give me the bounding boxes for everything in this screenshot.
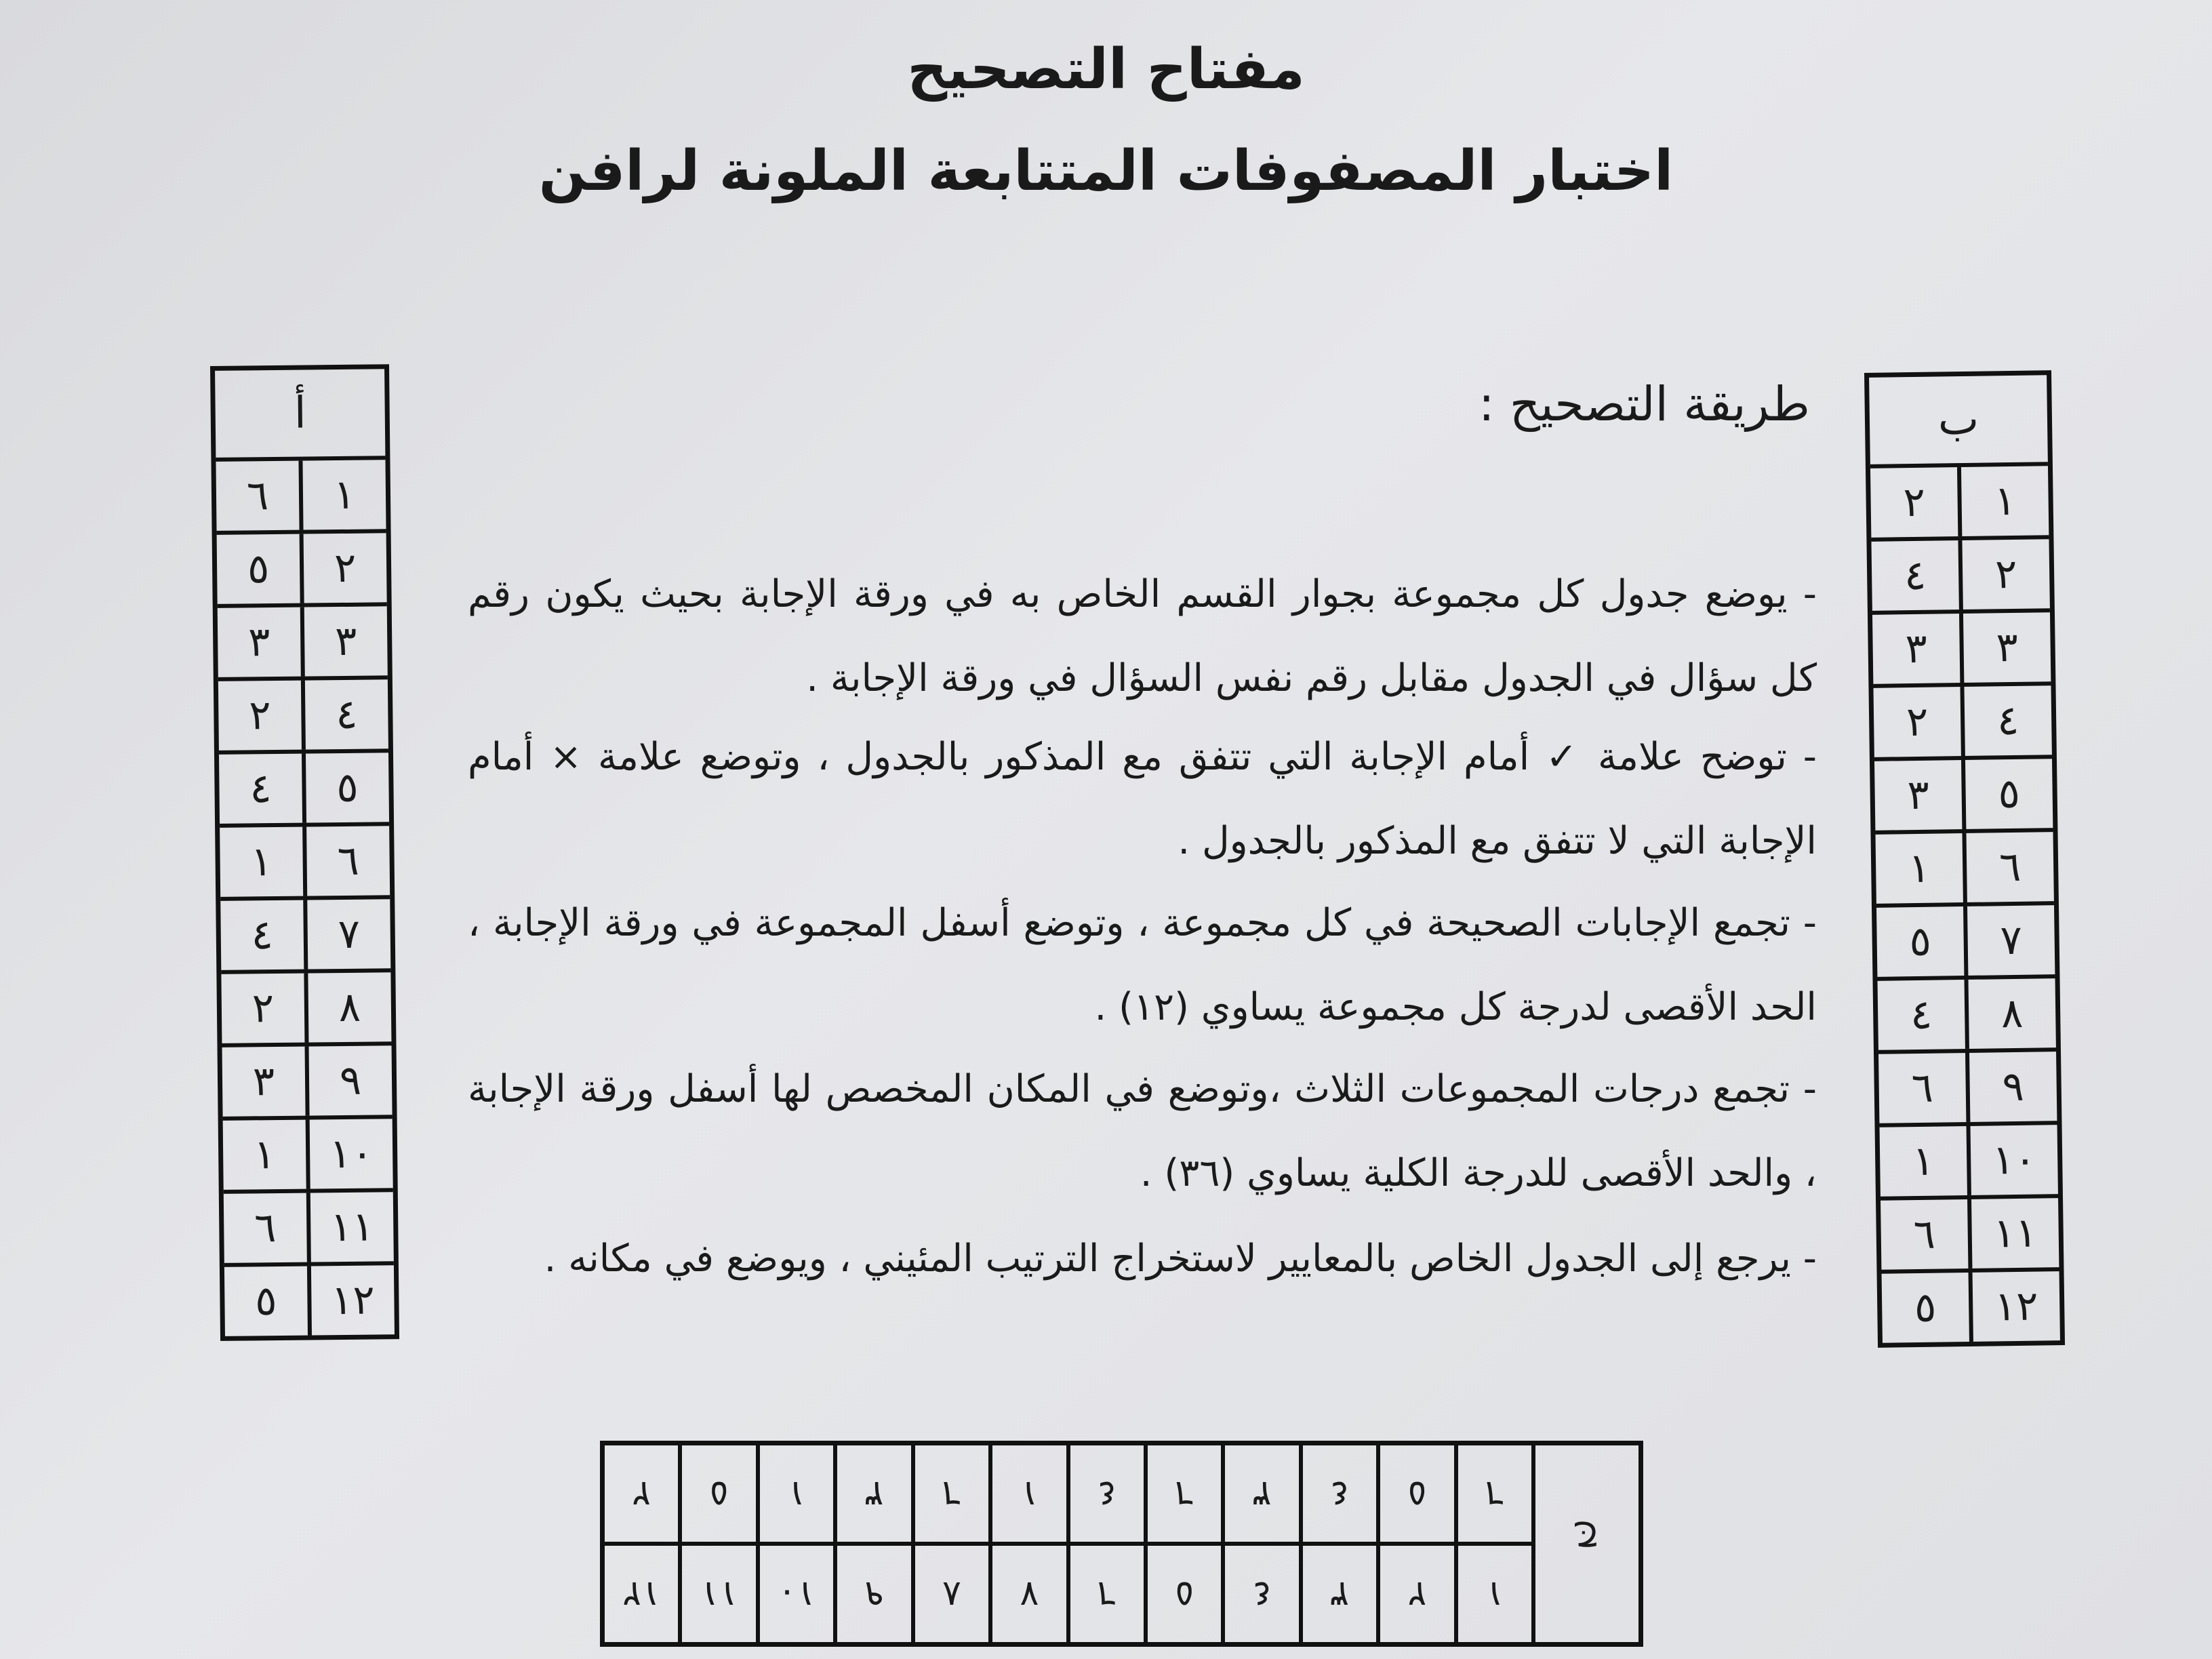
table-column — [988, 1445, 1066, 1642]
answer-cell: ٥ — [1882, 1273, 1973, 1343]
table-row — [1872, 612, 2051, 688]
table-row — [222, 1045, 393, 1121]
table-header: أ — [215, 369, 385, 462]
page-title: مفتاح التصحيح — [907, 37, 1305, 102]
table-row — [224, 1265, 395, 1336]
question-number: ٥ — [1998, 769, 2021, 818]
table-row — [1880, 1125, 2058, 1201]
answer-cell: ٦ — [1878, 1053, 1970, 1123]
question-number: ٦ — [1998, 843, 2022, 892]
question-number: ٦ — [1070, 1542, 1144, 1642]
table-row — [218, 679, 388, 755]
instruction-item: - يرجع إلى الجدول الخاص بالمعايير لاستخراج الترتيب المئيني ، ويوضع في مكانه . — [468, 1217, 1817, 1301]
answer-cell: ٦ — [1485, 1473, 1504, 1514]
question-number: ٣ — [334, 617, 357, 666]
instruction-item: - تجمع درجات المجموعات الثلاث ،وتوضع في المكان المخصص لها أسفل ورقة الإجابة ، والحد الأقصى للدرجة الكلية يساوي (٣٦) . — [468, 1047, 1817, 1216]
question-number: ٢ — [1994, 550, 2017, 599]
answer-cell: ٦ — [224, 1193, 311, 1263]
question-number: ١١ — [1993, 1209, 2038, 1258]
answer-cell: ٦ — [1175, 1473, 1194, 1514]
question-number: ١ — [1458, 1542, 1531, 1642]
question-number: ١٢ — [605, 1542, 678, 1642]
answer-cell: ١ — [223, 1120, 310, 1190]
table-column — [1221, 1445, 1298, 1642]
instruction-item: - تجمع الإجابات الصحيحة في كل مجموعة ، وتوضع أسفل المجموعة في ورقة الإجابة ، الحد الأقصى لدرجة كل مجموعة يساوي (١٢) . — [468, 881, 1817, 1050]
answer-cell: ٢ — [1873, 687, 1965, 757]
table-row — [223, 1119, 393, 1194]
answer-cell: ٥ — [1876, 906, 1968, 977]
table-column — [833, 1445, 910, 1642]
table-column — [911, 1445, 988, 1642]
table-column — [605, 1445, 678, 1642]
answer-cell: ٢ — [218, 681, 306, 751]
answer-cell: ٥ — [1407, 1473, 1427, 1514]
table-row — [224, 1192, 394, 1267]
question-number: ٩ — [2002, 1062, 2025, 1111]
answer-cell: ٤ — [219, 754, 306, 824]
table-row — [219, 753, 389, 828]
question-number: ٧ — [2000, 916, 2023, 965]
table-row — [1874, 759, 2053, 835]
answer-cell: ٦ — [942, 1473, 961, 1514]
table-column — [1376, 1445, 1453, 1642]
page-subtitle: اختبار المصفوفات المتتابعة الملونة لرافن — [538, 139, 1674, 203]
answer-cell: ٤ — [1871, 540, 1963, 611]
answer-table-alef — [210, 364, 399, 1341]
answer-cell: ٤ — [1878, 980, 1969, 1050]
answer-cell: ١ — [787, 1473, 806, 1514]
question-number: ٩ — [339, 1056, 362, 1105]
answer-cell: ٥ — [224, 1266, 312, 1336]
question-number: ١٠ — [760, 1542, 833, 1642]
question-number: ٣ — [1303, 1542, 1376, 1642]
instruction-item: - توضح علامة ✓ أمام الإجابة التي تتفق مع المذكور بالجدول ، وتوضع علامة × أمام الإجابة التي لا تتفق مع المذكور بالجدول . — [468, 715, 1817, 883]
answer-cell: ٤ — [1330, 1473, 1350, 1514]
question-number: ٤ — [335, 690, 358, 739]
table-column — [1144, 1445, 1221, 1642]
answer-cell: ٣ — [222, 1047, 310, 1117]
table-row — [1881, 1198, 2059, 1274]
answer-cell: ٣ — [218, 607, 305, 677]
table-row — [218, 606, 388, 681]
answer-cell: ٥ — [217, 534, 304, 604]
answer-table-jeem — [600, 1441, 1643, 1647]
question-number: ٤ — [1225, 1542, 1298, 1642]
answer-table-beh — [1864, 370, 2065, 1348]
question-number: ٥ — [336, 763, 359, 812]
method-heading: طريقة التصحيح : — [1479, 376, 1810, 432]
table-row — [1876, 832, 2054, 908]
instruction-item: - يوضع جدول كل مجموعة بجوار القسم الخاص به في ورقة الإجابة بحيث يكون رقم كل سؤال في الجدول مقابل رقم نفس السؤال في ورقة الإجابة . — [468, 553, 1817, 721]
table-row — [1876, 905, 2055, 981]
table-row — [221, 972, 391, 1047]
question-number: ٥ — [1148, 1542, 1221, 1642]
answer-cell: ٥ — [709, 1473, 729, 1514]
table-row — [1871, 539, 2049, 615]
question-number: ١١ — [329, 1203, 374, 1252]
table-header: ب — [1869, 375, 2048, 468]
answer-cell: ٣ — [1874, 760, 1966, 831]
answer-cell: ١ — [220, 827, 307, 897]
answer-cell: ٣ — [1872, 614, 1964, 684]
question-number: ٨ — [915, 1542, 988, 1642]
question-number: ١٢ — [1994, 1282, 2038, 1331]
table-column — [1299, 1445, 1376, 1642]
table-column — [678, 1445, 755, 1642]
answer-cell: ١ — [1880, 1126, 1971, 1197]
answer-cell: ٢ — [1870, 467, 1962, 538]
table-row — [220, 899, 390, 974]
question-number: ٢ — [334, 544, 357, 593]
question-number: ٦ — [337, 837, 360, 885]
table-row — [1882, 1271, 2060, 1343]
question-number: ١٢ — [330, 1276, 376, 1325]
answer-cell: ١ — [1020, 1473, 1039, 1514]
question-number: ٢ — [1380, 1542, 1453, 1642]
answer-cell: ٣ — [864, 1473, 884, 1514]
question-number: ١ — [1994, 477, 2017, 525]
table-column — [1066, 1445, 1144, 1642]
question-number: ٨ — [2000, 989, 2024, 1038]
answer-cell: ٤ — [220, 900, 308, 970]
question-number: ٩ — [837, 1542, 910, 1642]
table-row — [1878, 978, 2056, 1054]
question-number: ٣ — [1996, 623, 2019, 672]
table-row — [1873, 685, 2051, 761]
answer-cell: ٤ — [1097, 1473, 1117, 1514]
table-row — [217, 533, 387, 608]
answer-cell: ٣ — [1252, 1473, 1272, 1514]
question-number: ١١ — [682, 1542, 755, 1642]
table-row — [220, 826, 390, 901]
question-number: ٤ — [1996, 696, 2019, 745]
answer-cell: ٦ — [216, 461, 303, 531]
question-number: ٨ — [338, 983, 361, 1032]
answer-cell: ٢ — [632, 1473, 651, 1514]
table-row — [1870, 466, 2049, 542]
question-number: ١٠ — [1992, 1136, 2036, 1184]
table-row — [1878, 1052, 2057, 1127]
answer-cell: ١ — [1876, 833, 1967, 904]
question-number: ١ — [333, 471, 356, 519]
question-number: ١٠ — [329, 1130, 374, 1178]
question-number: ٧ — [338, 910, 361, 959]
table-header — [1531, 1445, 1638, 1642]
question-number: ٧ — [992, 1542, 1066, 1642]
answer-cell: ٦ — [1881, 1199, 1972, 1270]
table-column — [1454, 1445, 1531, 1642]
table-header-label: ج — [1575, 1521, 1600, 1566]
table-row — [216, 460, 386, 535]
table-column — [756, 1445, 833, 1642]
answer-cell: ٢ — [221, 974, 308, 1043]
